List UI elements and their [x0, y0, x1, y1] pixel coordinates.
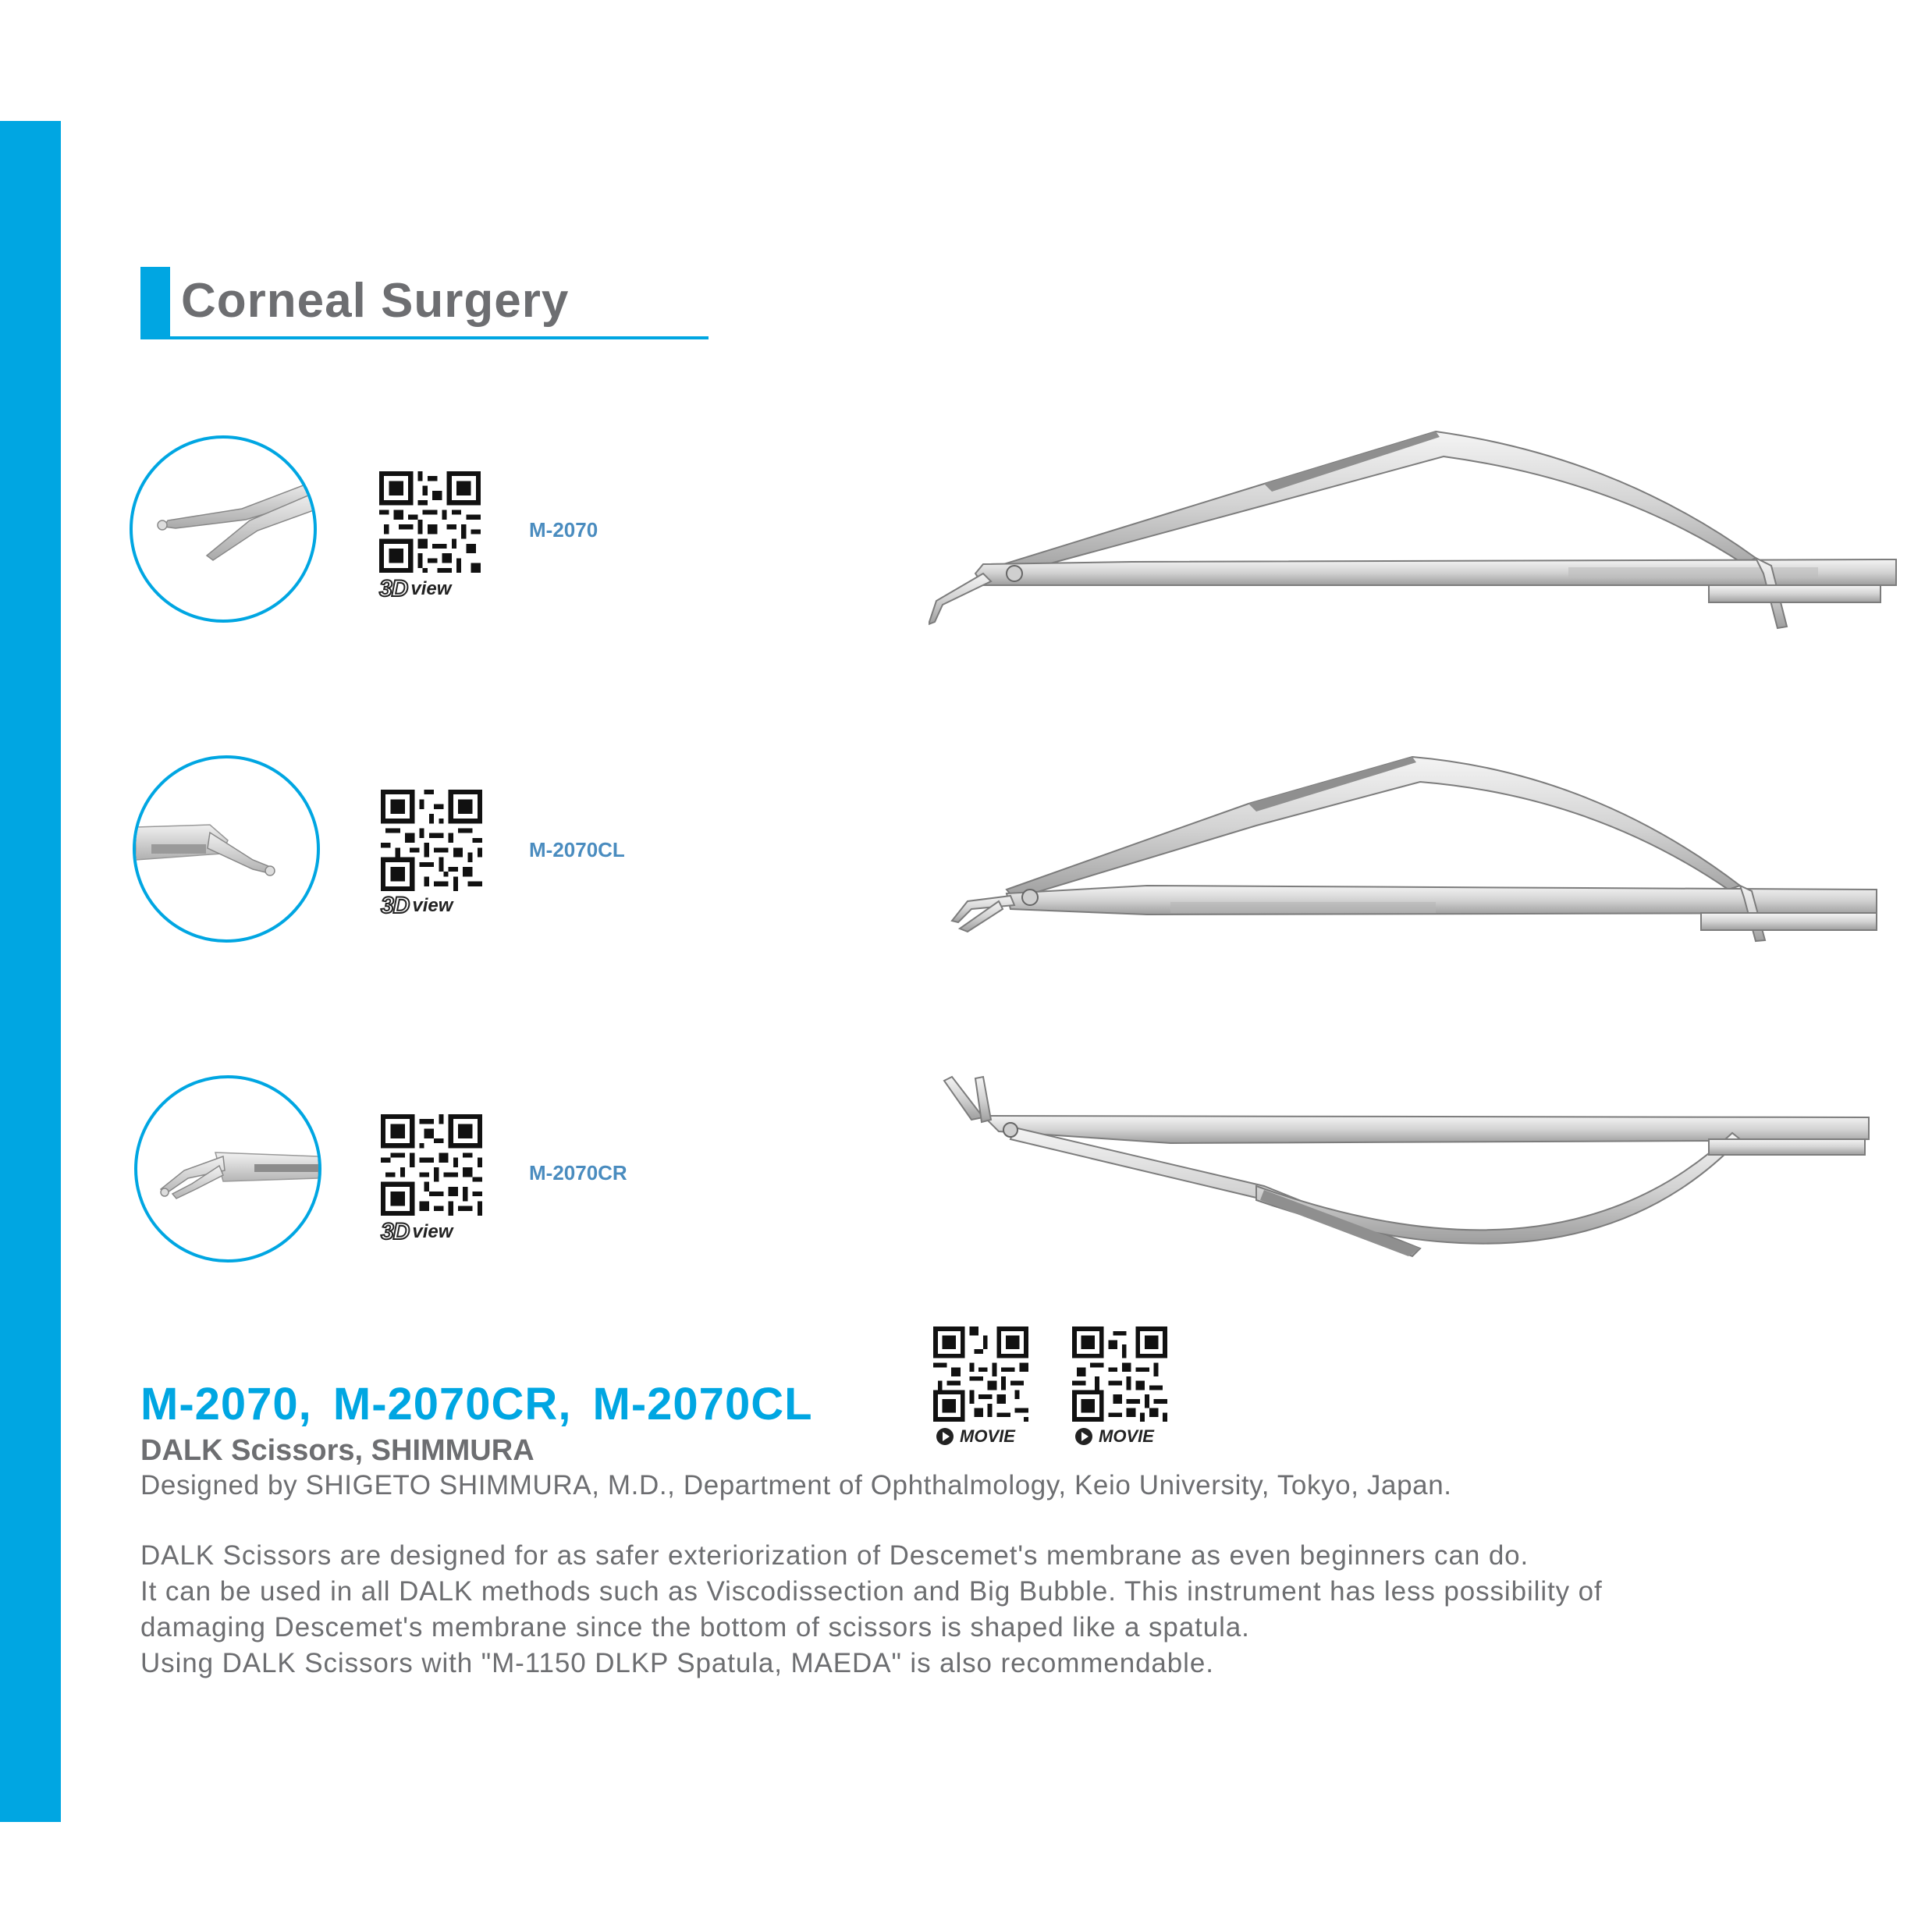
3d-badge: 3D: [379, 576, 408, 602]
qr-code-icon[interactable]: [379, 471, 481, 573]
description-line: damaging Descemet's membrane since the bottom of scissors is shaped like a spatula.: [140, 1612, 1250, 1643]
qr-code-icon[interactable]: [381, 1114, 482, 1216]
3d-view-icon[interactable]: [379, 576, 451, 602]
description-line: DALK Scissors are designed for as safer exteriorization of Descemet's membrane as even beginners can do.: [140, 1540, 1529, 1571]
movie-label: MOVIE: [1099, 1426, 1154, 1446]
product-name: DALK Scissors, SHIMMURA: [140, 1434, 534, 1467]
qr-code-icon[interactable]: [933, 1326, 1028, 1422]
3d-badge: 3D: [381, 1219, 410, 1245]
scissors-illustration: [936, 1061, 1888, 1295]
instrument-image-m2070: [929, 425, 1912, 644]
3d-view-label: view: [410, 578, 452, 599]
play-icon: [1075, 1428, 1092, 1445]
qr-code-icon[interactable]: [1072, 1326, 1167, 1422]
3d-view-label: view: [412, 895, 453, 916]
scissor-tip-icon: [136, 758, 317, 939]
section-marker: [140, 267, 170, 339]
section-underline: [140, 336, 709, 339]
tip-detail-circle-m2070cl: [133, 755, 320, 943]
model-code-m2070cr: M-2070CR: [529, 1161, 627, 1184]
play-icon: [936, 1428, 954, 1445]
section-title: Corneal Surgery: [181, 274, 570, 328]
3d-view-icon[interactable]: [381, 1219, 453, 1245]
model-code-m2070cl: M-2070CL: [529, 838, 625, 861]
scissors-illustration: [929, 425, 1912, 644]
movie-link[interactable]: [1075, 1426, 1154, 1447]
qr-code-icon[interactable]: [381, 790, 482, 891]
product-codes: M-2070, M-2070CR, M-2070CL: [140, 1379, 813, 1429]
3d-view-label: view: [412, 1221, 453, 1242]
designer-credit: Designed by SHIGETO SHIMMURA, M.D., Department of Ophthalmology, Keio University, Tokyo, Japan.: [140, 1470, 1452, 1500]
3d-badge: 3D: [381, 893, 410, 918]
tip-detail-circle-m2070cr: [134, 1075, 321, 1263]
model-code-m2070: M-2070: [529, 518, 598, 542]
description-line: Using DALK Scissors with "M-1150 DLKP Spatula, MAEDA" is also recommendable.: [140, 1648, 1214, 1678]
3d-view-icon[interactable]: [381, 893, 453, 919]
instrument-image-m2070cr: [936, 1061, 1888, 1295]
instrument-image-m2070cl: [936, 749, 1896, 952]
description-line: It can be used in all DALK methods such as Viscodissection and Big Bubble. This instrument has less possibility of: [140, 1576, 1603, 1607]
scissors-illustration: [936, 749, 1896, 952]
scissor-tip-icon: [137, 1078, 318, 1259]
movie-label: MOVIE: [960, 1426, 1015, 1446]
sidebar-accent-bar: [0, 121, 61, 1822]
movie-link[interactable]: [936, 1426, 1015, 1447]
tip-detail-circle-m2070: [130, 435, 317, 623]
scissor-tip-icon: [133, 439, 314, 620]
